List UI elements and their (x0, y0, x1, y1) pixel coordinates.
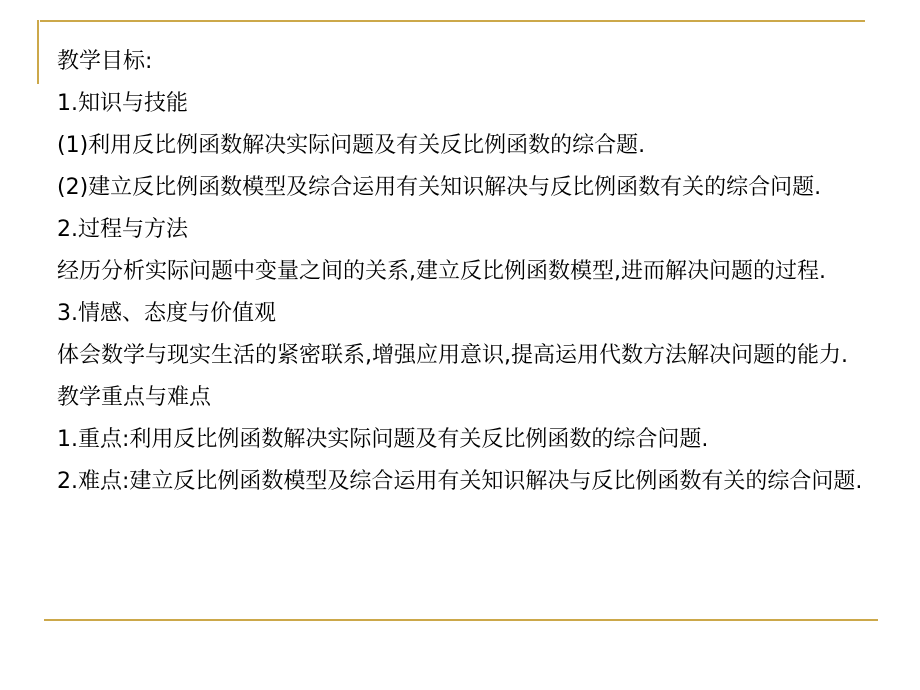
item1-point1: (1)利用反比例函数解决实际问题及有关反比例函数的综合题. (57, 133, 646, 158)
item2-point1: 经历分析实际问题中变量之间的关系,建立反比例函数模型,进而解决问题的过程. (57, 259, 826, 284)
item3-point1: 体会数学与现实生活的紧密联系,增强应用意识,提高运用代数方法解决问题的能力. (57, 343, 848, 368)
item1-title: 1.知识与技能 (57, 91, 188, 116)
item1-point2: (2)建立反比例函数模型及综合运用有关知识解决与反比例函数有关的综合问题. (57, 175, 822, 200)
keypoints-heading: 教学重点与难点 (57, 385, 212, 410)
slide-content (57, 46, 887, 497)
item2-title: 2.过程与方法 (57, 217, 188, 242)
bottom-divider-line (44, 619, 878, 621)
left-divider-line (37, 20, 39, 84)
item3-title: 3.情感、态度与价值观 (57, 301, 276, 326)
keypoint-difficulty: 2.难点:建立反比例函数模型及综合运用有关知识解决与反比例函数有关的综合问题. (57, 469, 863, 494)
objectives-heading: 教学目标: (57, 49, 153, 74)
top-divider-line (40, 20, 865, 22)
keypoint-focus: 1.重点:利用反比例函数解决实际问题及有关反比例函数的综合问题. (57, 427, 709, 452)
